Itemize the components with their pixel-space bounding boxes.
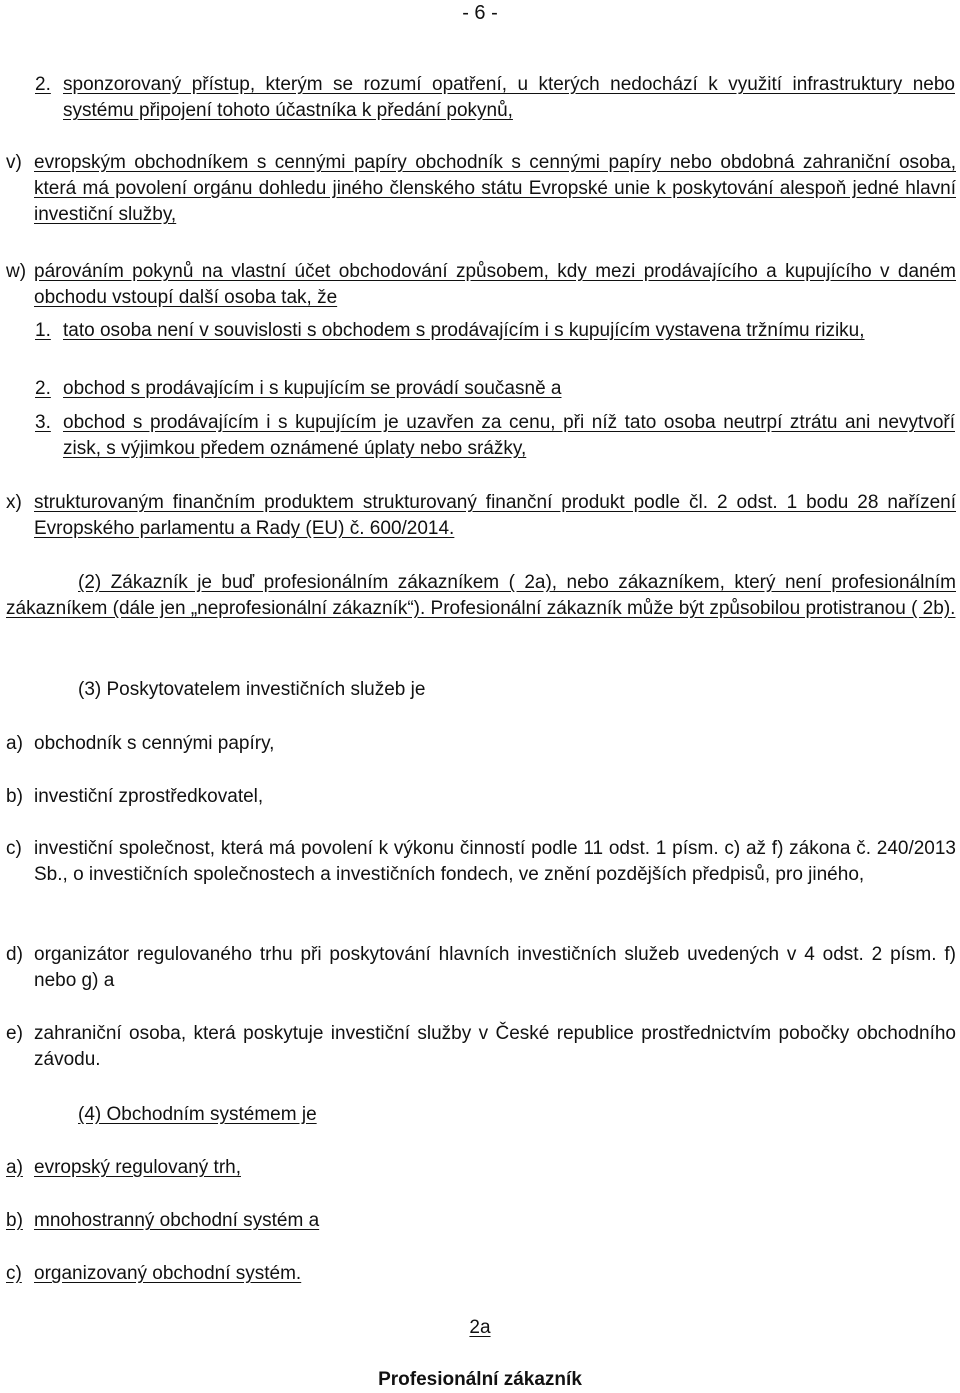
list-3-item-d bbox=[6, 942, 956, 994]
paragraph-3: (3) Poskytovatelem investičních služeb je bbox=[78, 679, 426, 700]
list-item-text-wrap bbox=[34, 1261, 956, 1287]
list-item-text: mnohostranný obchodní systém a bbox=[34, 1210, 320, 1231]
list-item-label: c) bbox=[6, 838, 22, 859]
list-item-text: zahraniční osoba, která poskytuje investiční služby v České republice prostřednictvím pobočky obchodního závodu. bbox=[34, 1023, 956, 1070]
list-item-text: párováním pokynů na vlastní účet obchodování způsobem, kdy mezi prodávajícího a kupujícího v daném obchodu vstoupí další osoba tak, že bbox=[34, 261, 956, 308]
sub-item-label: 1. bbox=[35, 320, 51, 341]
list-item-label: b) bbox=[6, 1210, 23, 1231]
list-item-x bbox=[6, 490, 956, 542]
list-item-text: investiční zprostředkovatel, bbox=[34, 786, 264, 807]
list-4-item-a bbox=[6, 1155, 956, 1181]
list-4-item-b bbox=[6, 1208, 956, 1234]
list-3-item-e bbox=[6, 1021, 956, 1073]
list-item-v2 bbox=[35, 72, 955, 124]
list-item-v bbox=[6, 150, 956, 228]
list-item-text: organizátor regulovaného trhu při poskytování hlavních investičních služeb uvedených v 4 odst. 2 písm. f) nebo g) a bbox=[34, 944, 956, 991]
sub-item-text: tato osoba není v souvislosti s obchodem s prodávajícím i s kupujícím vystavena tržnímu riziku, bbox=[63, 320, 865, 341]
list-3-item-a bbox=[6, 731, 956, 757]
list-item-text: sponzorovaný přístup, kterým se rozumí opatření, u kterých nedochází k využití infrastruktury nebo systému připojení tohoto účastníka k předání pokynů, bbox=[63, 74, 955, 121]
sub-item-1 bbox=[35, 318, 955, 344]
list-item-text: investiční společnost, která má povolení k výkonu činností podle 11 odst. 1 písm. c) až f) zákona č. 240/2013 Sb., o investičních společnostech a investičních fondech, ve znění pozdějších předpisů, pro jiného, bbox=[34, 838, 956, 885]
list-item-label: 2. bbox=[35, 74, 51, 95]
list-item-label: v) bbox=[6, 152, 22, 173]
list-item-text: organizovaný obchodní systém. bbox=[34, 1263, 302, 1284]
list-item-text-wrap bbox=[34, 1208, 956, 1234]
list-item-text-wrap bbox=[34, 1155, 956, 1181]
list-item-label: b) bbox=[6, 786, 23, 807]
list-item-text: obchodník s cennými papíry, bbox=[34, 733, 275, 754]
list-item-label: d) bbox=[6, 944, 23, 965]
list-item-label: w) bbox=[6, 261, 27, 282]
sub-item-label: 3. bbox=[35, 412, 51, 433]
list-3-item-b bbox=[6, 784, 956, 810]
list-item-text: evropský regulovaný trh, bbox=[34, 1157, 241, 1178]
sub-item-text: obchod s prodávajícím i s kupujícím se provádí současně a bbox=[63, 378, 562, 399]
list-item-label: a) bbox=[6, 733, 23, 754]
list-4-item-c bbox=[6, 1261, 956, 1287]
sub-item-text: obchod s prodávajícím i s kupujícím je uzavřen za cenu, při níž tato osoba neutrpí ztrátu ani nevytvoří zisk, s výjimkou předem oznámené úplaty nebo srážky, bbox=[63, 412, 955, 459]
paragraph-4: (4) Obchodním systémem je bbox=[78, 1104, 317, 1125]
list-item-label: a) bbox=[6, 1157, 23, 1178]
list-3-item-c bbox=[6, 836, 956, 888]
sub-item-2 bbox=[35, 376, 955, 402]
page-number: - 6 - bbox=[462, 2, 498, 24]
list-item-w bbox=[6, 259, 956, 311]
paragraph-2: (2) Zákazník je buď profesionálním zákazníkem ( 2a), nebo zákazníkem, který není profesionálním zákazníkem (dále jen „neprofesionální zákazník“). Profesionální zákazník může být způsobilou protistranou ( 2b). bbox=[6, 572, 956, 619]
list-item-text: strukturovaným finančním produktem strukturovaný finanční produkt podle čl. 2 odst. 1 bodu 28 nařízení Evropského parlamentu a Rady (EU) č. 600/2014. bbox=[34, 492, 956, 539]
sub-item-3 bbox=[35, 410, 955, 462]
list-item-label: x) bbox=[6, 492, 22, 513]
list-item-label: e) bbox=[6, 1023, 23, 1044]
sub-item-label: 2. bbox=[35, 378, 51, 399]
list-item-text: evropským obchodníkem s cennými papíry obchodník s cennými papíry nebo obdobná zahraniční osoba, která má povolení orgánu dohledu jiného členského státu Evropské unie k poskytování alespoň jedné hlavní investiční služby, bbox=[34, 152, 956, 225]
list-item-label: c) bbox=[6, 1263, 22, 1284]
section-mark: 2a bbox=[469, 1317, 491, 1338]
section-title: Profesionální zákazník bbox=[378, 1369, 582, 1390]
